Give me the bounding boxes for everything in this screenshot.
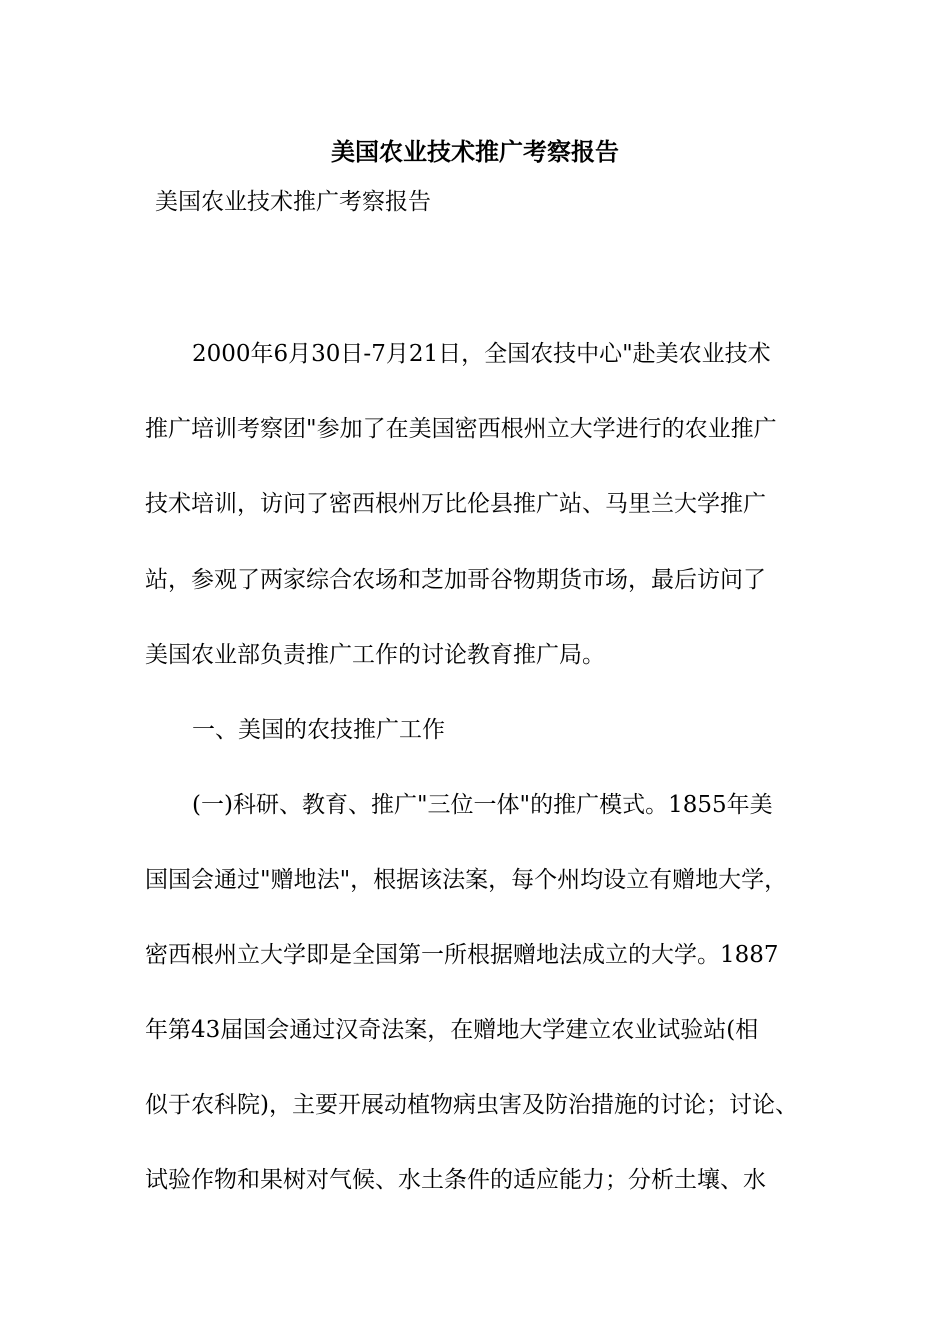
paragraph-line: (一)科研、教育、推广"三位一体"的推广模式。1855年美 [192, 792, 773, 818]
document-subtitle: 美国农业技术推广考察报告 [155, 189, 431, 215]
paragraph-line: 站，参观了两家综合农场和芝加哥谷物期货市场，最后访问了 [145, 567, 766, 593]
paragraph-line: 密西根州立大学即是全国第一所根据赠地法成立的大学。1887 [145, 942, 779, 968]
paragraph-line: 似于农科院)，主要开展动植物病虫害及防治措施的讨论；讨论、 [145, 1092, 798, 1118]
paragraph-line: 美国农业部负责推广工作的讨论教育推广局。 [145, 642, 605, 668]
document-title: 美国农业技术推广考察报告 [331, 137, 619, 166]
paragraph-line: 国国会通过"赠地法"，根据该法案，每个州均设立有赠地大学， [145, 867, 788, 893]
paragraph-line: 技术培训，访问了密西根州万比伦县推广站、马里兰大学推广 [145, 491, 766, 517]
paragraph-line: 试验作物和果树对气候、水土条件的适应能力；分析土壤、水 [145, 1167, 766, 1193]
section-heading: 一、美国的农技推广工作 [192, 717, 445, 743]
paragraph-line: 推广培训考察团"参加了在美国密西根州立大学进行的农业推广 [145, 416, 777, 442]
paragraph-line: 年第43届国会通过汉奇法案，在赠地大学建立农业试验站(相 [145, 1017, 759, 1043]
paragraph-line: 2000年6月30日-7月21日，全国农技中心"赴美农业技术 [192, 341, 771, 367]
